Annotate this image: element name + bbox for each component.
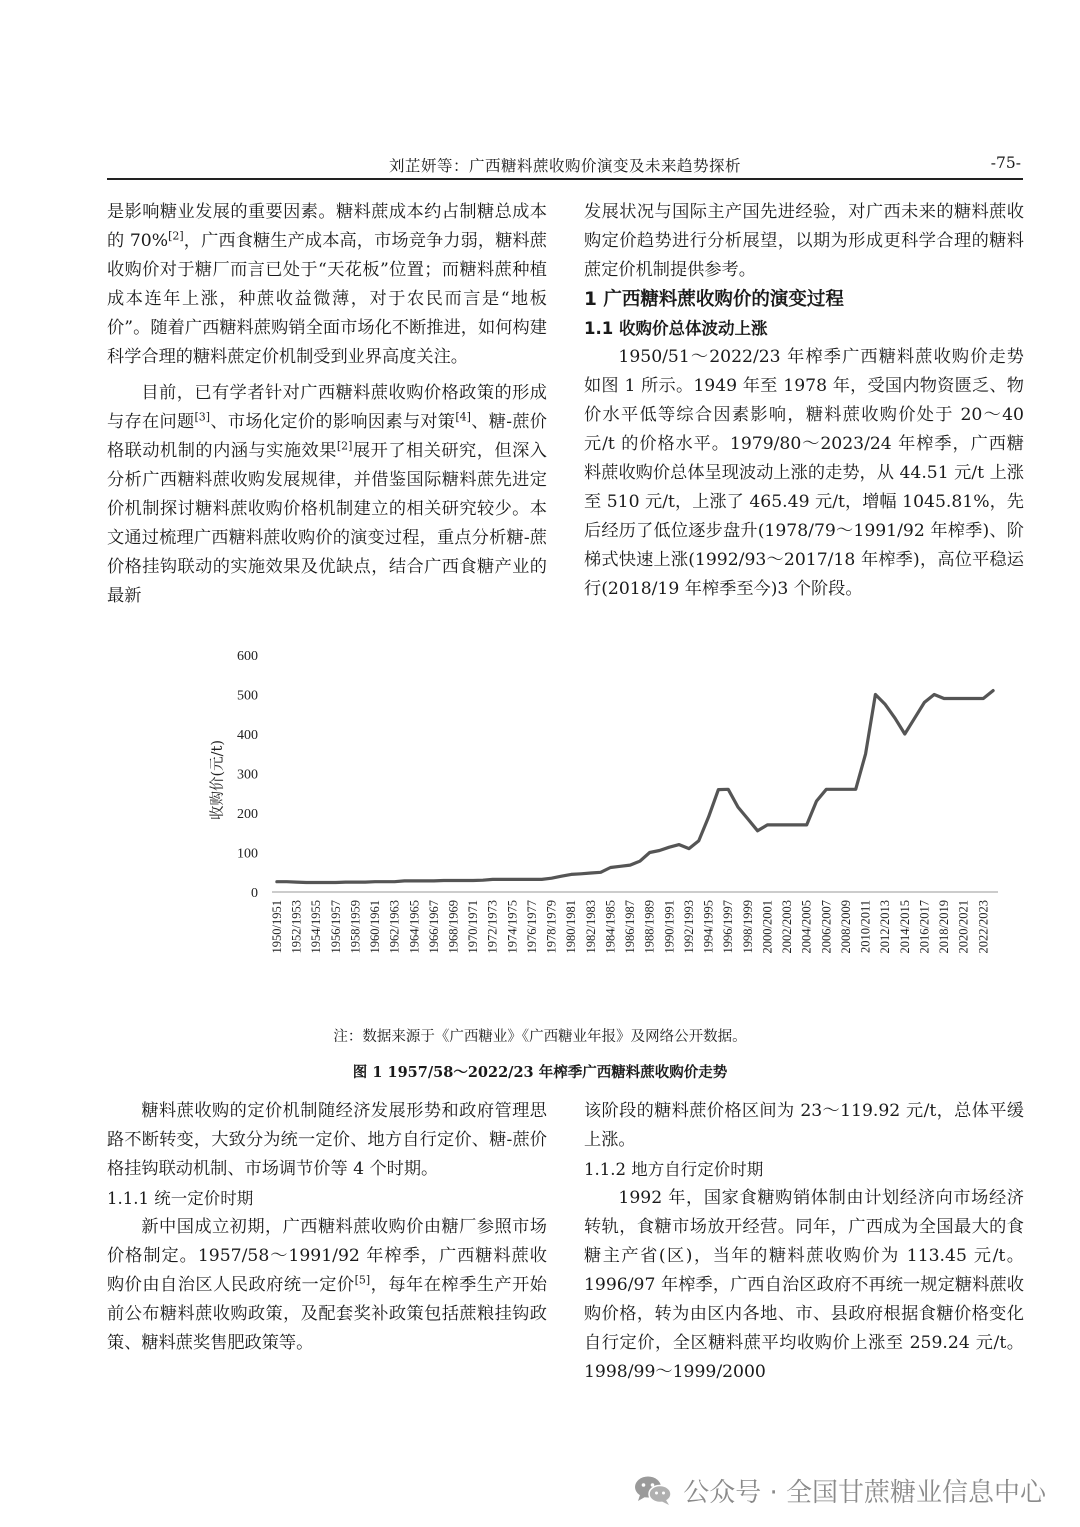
running-header-title: 刘芷妍等：广西糖料蔗收购价演变及未来趋势探析 bbox=[388, 157, 741, 175]
x-tick-label: 1956/1957 bbox=[328, 900, 343, 954]
watermark-text: 公众号 · 全国甘蔗糖业信息中心 bbox=[683, 1477, 1046, 1508]
series-line bbox=[277, 691, 993, 883]
citation[interactable]: [3] bbox=[194, 410, 211, 424]
body-column-right-top bbox=[584, 198, 1024, 604]
subsubsection-heading: 1.1.1 统一定价时期 bbox=[107, 1189, 254, 1208]
x-tick-label: 2004/2005 bbox=[799, 900, 814, 954]
subsection-heading: 1.1 收购价总体波动上涨 bbox=[584, 319, 768, 338]
x-tick-label: 1958/1959 bbox=[348, 900, 363, 954]
wechat-icon bbox=[633, 1474, 673, 1506]
x-tick-label: 1972/1973 bbox=[485, 900, 500, 954]
x-tick-label: 1964/1965 bbox=[407, 900, 422, 954]
paragraph: 目前，已有学者针对广西糖料蔗收购价格政策的形成与存在问题[3]、市场化定价的影响因素与对策[4]、糖-蔗价格联动机制的内涵与实施效果[2]展开了相关研究，但深入分析广西糖料蔗收购发展规律，并借鉴国际糖料蔗先进定价机制探讨糖料蔗收购价格机制建立的相关研究较少。本文通过梳理广西糖料蔗收购价的演变过程，重点分析糖-蔗价格挂钩联动的实施效果及优缺点，结合广西食糖产业的最新 bbox=[107, 383, 547, 606]
y-axis-label: 收购价(元/t) bbox=[210, 739, 226, 821]
x-tick-label: 2000/2001 bbox=[760, 900, 775, 954]
x-tick-label: 2016/2017 bbox=[917, 900, 932, 954]
x-tick-label: 1988/1989 bbox=[642, 900, 657, 954]
x-tick-label: 1984/1985 bbox=[603, 900, 618, 954]
y-tick-label: 0 bbox=[251, 886, 258, 901]
citation[interactable]: [2] bbox=[336, 439, 353, 453]
paragraph: 新中国成立初期，广西糖料蔗收购价由糖厂参照市场价格制定。1957/58～1991/92 年榨季，广西糖料蔗收购价由自治区人民政府统一定价[5]，每年在榨季生产开始前公布糖料蔗收购政策，及配套奖补政策包括蔗粮挂钩政策、糖料蔗奖售肥政策等。 bbox=[107, 1217, 547, 1353]
x-tick-label: 1954/1955 bbox=[309, 900, 324, 954]
x-tick-label: 1980/1981 bbox=[564, 900, 579, 954]
body-column-right-bottom bbox=[584, 1097, 1024, 1387]
citation[interactable]: [2] bbox=[168, 229, 184, 243]
x-tick-label: 2018/2019 bbox=[937, 900, 952, 954]
y-tick-label: 400 bbox=[237, 728, 258, 743]
paragraph: 该阶段的糖料蔗价格区间为 23～119.92 元/t，总体平缓上涨。 bbox=[584, 1101, 1024, 1150]
x-tick-label: 2006/2007 bbox=[819, 900, 834, 954]
subsubsection-heading: 1.1.2 地方自行定价时期 bbox=[584, 1160, 764, 1179]
x-tick-label: 2008/2009 bbox=[838, 900, 853, 954]
paragraph: 1950/51～2022/23 年榨季广西糖料蔗收购价走势如图 1 所示。1949 年至 1978 年，受国内物资匮乏、物价水平低等综合因素影响，糖料蔗收购价处于 20～40 元/t 的价格水平。1979/80～2023/24 年榨季，广西糖料蔗收购价总体呈现波动上涨的走势，从 44.51 元/t 上涨至 510 元/t，上涨了 465.49 元/t，增幅 1045.81%，先后经历了低位逐步盘升(1978/79～1991/92 年榨季)、阶梯式快速上涨(1992/93～2017/18 年榨季)，高位平稳运行(2018/19 年榨季至今)3 个阶段。 bbox=[584, 347, 1024, 599]
body-column-left-bottom bbox=[107, 1097, 547, 1358]
x-tick-label: 1952/1953 bbox=[289, 900, 304, 954]
citation[interactable]: [5] bbox=[354, 1273, 371, 1287]
y-tick-label: 200 bbox=[237, 807, 258, 822]
running-header bbox=[107, 150, 1023, 180]
y-tick-label: 600 bbox=[237, 649, 258, 664]
figure-1-chart bbox=[190, 640, 1010, 975]
x-tick-label: 1962/1963 bbox=[387, 900, 402, 954]
x-tick-label: 2002/2003 bbox=[780, 900, 795, 954]
x-tick-label: 1994/1995 bbox=[701, 900, 716, 954]
x-tick-label: 1968/1969 bbox=[446, 900, 461, 954]
paragraph: 糖料蔗收购的定价机制随经济发展形势和政府管理思路不断转变，大致分为统一定价、地方自行定价、糖-蔗价格挂钩联动机制、市场调节价等 4 个时期。 bbox=[107, 1101, 547, 1179]
x-tick-label: 1974/1975 bbox=[505, 900, 520, 954]
x-tick-label: 1950/1951 bbox=[269, 900, 284, 954]
x-tick-label: 1982/1983 bbox=[583, 900, 598, 954]
wechat-watermark bbox=[633, 1470, 1046, 1510]
paragraph: 发展状况与国际主产国先进经验，对广西未来的糖料蔗收购定价趋势进行分析展望，以期为形成更科学合理的糖料蔗定价机制提供参考。 bbox=[584, 202, 1024, 280]
x-tick-label: 1998/1999 bbox=[740, 900, 755, 954]
x-tick-label: 1992/1993 bbox=[681, 900, 696, 954]
x-tick-label: 1986/1987 bbox=[623, 900, 638, 954]
x-tick-label: 1966/1967 bbox=[426, 900, 441, 954]
line-chart bbox=[190, 640, 1010, 975]
x-tick-label: 2022/2023 bbox=[976, 900, 991, 954]
x-tick-label: 1970/1971 bbox=[466, 900, 481, 954]
citation[interactable]: [4] bbox=[455, 410, 471, 424]
y-tick-label: 100 bbox=[237, 846, 258, 862]
body-column-left-top bbox=[107, 198, 547, 611]
x-tick-label: 1990/1991 bbox=[662, 900, 677, 954]
figure-caption: 图 1 1957/58～2022/23 年榨季广西糖料蔗收购价走势 bbox=[352, 1064, 728, 1081]
x-tick-label: 2020/2021 bbox=[956, 900, 971, 954]
x-tick-label: 1960/1961 bbox=[368, 900, 383, 954]
y-tick-label: 300 bbox=[237, 767, 258, 783]
figure-note: 注：数据来源于《广西糖业》《广西糖业年报》及网络公开数据。 bbox=[333, 1029, 747, 1045]
page-number: -75- bbox=[990, 154, 1021, 172]
x-tick-label: 1996/1997 bbox=[721, 900, 736, 954]
x-tick-label: 1976/1977 bbox=[524, 900, 539, 954]
x-tick-label: 1978/1979 bbox=[544, 900, 559, 954]
paragraph: 是影响糖业发展的重要因素。糖料蔗成本约占制糖总成本的 70%[2]，广西食糖生产成本高，市场竞争力弱，糖料蔗收购价对于糖厂而言已处于“天花板”位置；而糖料蔗种植成本连年上涨，种蔗收益微薄，对于农民而言是“地板价”。随着广西糖料蔗购销全面市场化不断推进，如何构建科学合理的糖料蔗定价机制受到业界高度关注。 bbox=[107, 202, 547, 367]
section-heading: 1 广西糖料蔗收购价的演变过程 bbox=[584, 289, 844, 310]
x-tick-label: 2010/2011 bbox=[858, 900, 873, 954]
y-tick-label: 500 bbox=[237, 688, 258, 704]
x-tick-label: 2012/2013 bbox=[878, 900, 893, 954]
x-tick-label: 2014/2015 bbox=[897, 900, 912, 954]
paragraph: 1992 年，国家食糖购销体制由计划经济向市场经济转轨，食糖市场放开经营。同年，广西成为全国最大的食糖主产省(区)，当年的糖料蔗收购价为 113.45 元/t。1996/97 年榨季，广西自治区政府不再统一规定糖料蔗收购价格，转为由区内各地、市、县政府根据食糖价格变化自行定价，全区糖料蔗平均收购价上涨至 259.24 元/t。1998/99～1999/2000 bbox=[584, 1188, 1024, 1382]
